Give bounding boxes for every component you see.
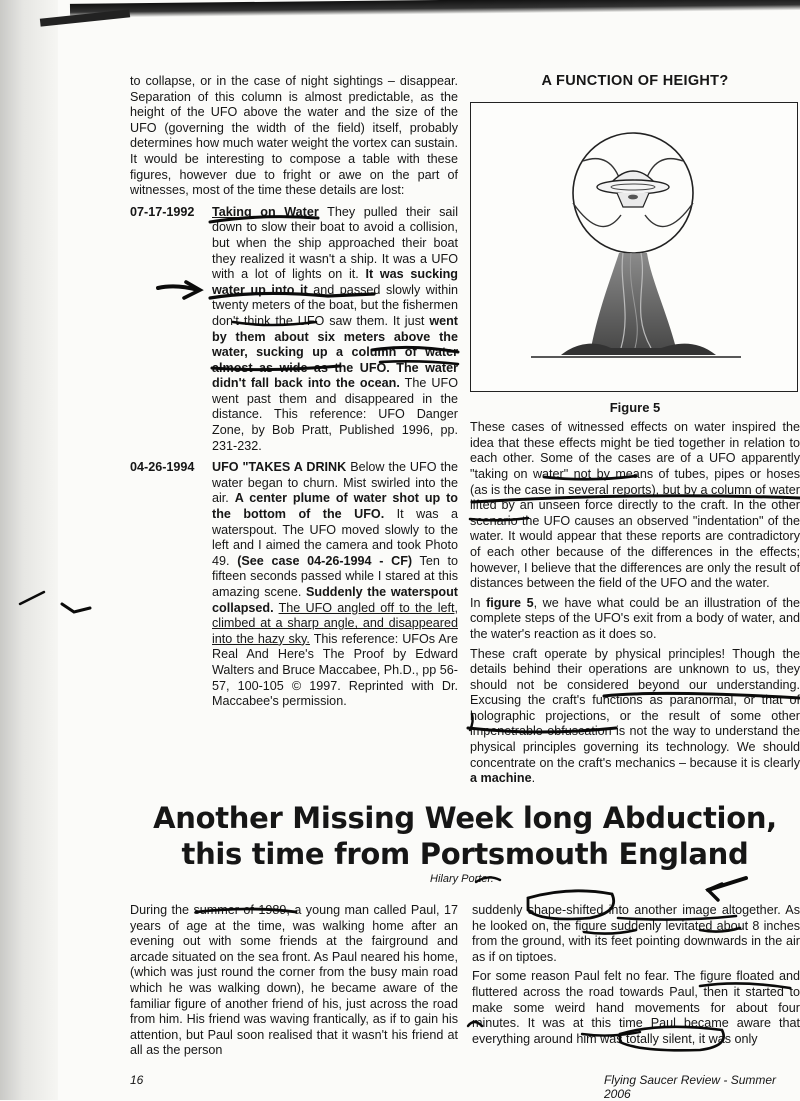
publication-footer: Flying Saucer Review - Summer 2006 bbox=[604, 1073, 777, 1101]
page-number: 16 bbox=[130, 1073, 144, 1087]
case-entry-1992 bbox=[130, 205, 458, 455]
right-paragraph-2: In figure 5, we have what could be an illustration of the complete steps of the UFO's exit from a body of water, and the water's reaction as it does so. bbox=[470, 595, 800, 641]
article-headline: Another Missing Week long Abduction, this time from Portsmouth England bbox=[153, 801, 777, 871]
intro-paragraph: to collapse, or in the case of night sightings – disappear. Separation of this column is almost predictable, as the height of the UFO above the water and the size of the UFO (governing the width of the field) itself, probably determines how much water weight the vortex can sustain. It would be interesting to compose a table with these figures, however due to fright or awe on the part of witnesses, most of the time these details are lost: bbox=[130, 74, 458, 198]
right-column-top bbox=[470, 74, 800, 791]
article-paragraph-2: suddenly shape-shifted into another image altogether. As he looked on, the figure suddenly levitated about 8 inches from the ground, with its feet pointing downwards in the air as if on tiptoes. bbox=[472, 903, 800, 964]
article-paragraph-3: For some reason Paul felt no fear. The figure floated and fluttered across the road towards Paul, then it started to make some weird hand movements for about four minutes. It was at this time Paul became aware that everything around him was totally silent, it was only bbox=[472, 969, 800, 1046]
case-title: UFO "TAKES A DRINK bbox=[212, 460, 347, 475]
case-title: Taking on Water bbox=[212, 204, 319, 219]
right-paragraph-3: These craft operate by physical principles! Though the details behind their operations are unknown to us, they should not be considered beyond our understanding. Excusing the craft's functions as paranormal, or that of holographic projections, or the result of some other impenetrable obfuscation is not the way to understand the physical principles governing its technology. We should concentrate on the craft's mechanics – because it is clearly a machine. bbox=[470, 646, 800, 786]
figure-caption: Figure 5 bbox=[609, 399, 661, 415]
right-column-bottom bbox=[472, 903, 800, 1051]
ufo-waterspout-drawing bbox=[471, 103, 797, 391]
case-entry-1994 bbox=[130, 460, 458, 710]
left-column-bottom bbox=[130, 903, 458, 1063]
case-text: UFO "TAKES A DRINK Below the UFO the water began to churn. Mist swirled into the air. A center plume of water shot up to the bottom of the UFO. It was a waterspout. The UFO moved slowly to the left and I aimed the camera and took Photo 49. (See case 04-26-1994 - CF) Ten to fifteen seconds passed while I stared at this amazing scene. Suddenly the waterspout collapsed. The UFO angled off to the left, climbed at a sharp angle, and disappeared into the hazy sky. This reference: UFOs Are Real And Here's The Proof by Edward Walters and Bruce Maccabee, Ph.D., pp 56-57, 100-105 © 1997. Reprinted with Dr. Maccabee's permission. bbox=[212, 460, 458, 709]
case-text: Taking on Water They pulled their sail down to slow their boat to avoid a collision, but when the ship approached their boat they realized it wasn't a ship. It was a UFO with a lot of lights on it. It was sucking water up into it and passed slowly within twenty meters of the boat, but the fishermen don't think the UFO saw them. It just went by them about six meters above the water, sucking up a column of water almost as wide as the UFO. The water didn't fall back into the ocean. The UFO went past them and disappeared in the distance. This reference: UFO Danger Zone, by Bob Pratt, Published 1996, pp. 231-232. bbox=[212, 204, 458, 453]
left-column-top bbox=[130, 74, 458, 710]
case-date: 07-17-1992 bbox=[130, 204, 195, 219]
section-heading: A FUNCTION OF HEIGHT? bbox=[541, 73, 729, 89]
article-byline: Hilary Porter. bbox=[430, 873, 494, 885]
figure-5-illustration bbox=[470, 102, 798, 392]
ufo-saucer bbox=[597, 171, 669, 207]
scan-top-edge bbox=[70, 0, 800, 18]
case-date: 04-26-1994 bbox=[130, 460, 195, 475]
article-paragraph-1: During the summer of 1989, a young man called Paul, 17 years of age at the time, was walking home after an evening out with some friends at the fairground and arcade situated on the sea front. As Paul neared his home, (which was just round the corner from the busy main road which he was walking down), he became aware of the familiar figure of another friend of his, just across the road from him. His friend was waving frantically, as if to gain his attention, but Paul soon realised that it wasn't his friend at all as the person bbox=[130, 903, 458, 1058]
page-binding-shadow bbox=[0, 0, 58, 1100]
right-paragraph-1: These cases of witnessed effects on water inspired the idea that these effects might be tied together in relation to each other. Some of the cases are of a UFO apparently "taking on water" not by means of tubes, pipes or hoses (as is the case in several reports), but by a column of water lifted by an unseen force directly to the craft. In the other scenario the UFO causes an observed "indentation" of the water. It would appear that these reports are contradictory of each other because of the differences in the effects; however, I believe that the differences are only the result of distances between the field of the UFO and the water. bbox=[470, 420, 800, 591]
